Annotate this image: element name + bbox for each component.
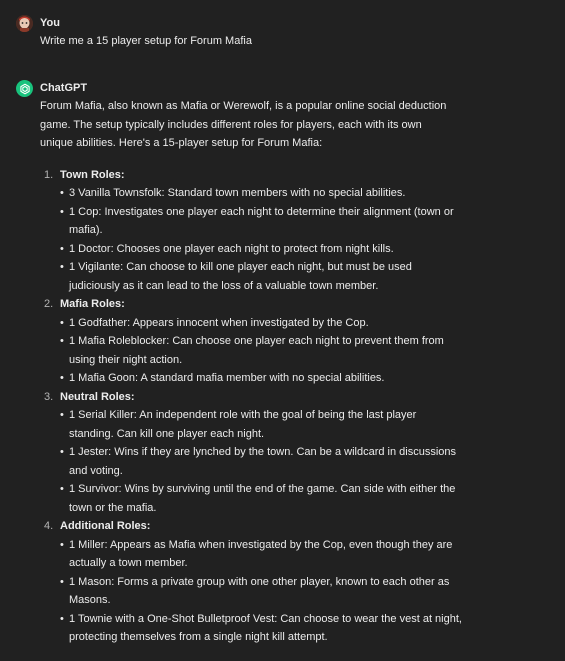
- bullet-icon: •: [60, 242, 64, 255]
- bullet-icon: •: [60, 612, 64, 625]
- user-avatar-icon: [16, 15, 33, 32]
- role-list-item: [59, 536, 464, 573]
- bullet-icon: •: [60, 538, 64, 551]
- role-description: 3 Vanilla Townsfolk: Standard town members with no special abilities.: [69, 187, 406, 199]
- role-list-item: [59, 480, 464, 517]
- role-list-item: [59, 258, 464, 295]
- section-number: 1.: [44, 168, 54, 181]
- role-list-item: [59, 203, 464, 240]
- section-title: Additional Roles:: [60, 520, 151, 532]
- section-number: 2.: [44, 298, 54, 310]
- role-description: 1 Vigilante: Can choose to kill one player each night, but must be used judiciously as it can lead to the loss of a valuable town member.: [69, 261, 412, 292]
- role-description: 1 Jester: Wins if they are lynched by the town. Can be a wildcard in discussions and voting.: [69, 446, 457, 477]
- assistant-message: [16, 79, 557, 647]
- bullet-icon: •: [60, 335, 64, 347]
- role-description: 1 Mason: Forms a private group with one other player, known to each other as Masons.: [69, 575, 450, 606]
- assistant-intro-text: Forum Mafia, also known as Mafia or Werewolf, is a popular online social deduction game. The setup typically includes different roles for players, each with its own unique abilities. Here's a 15-player setup for Forum Mafia:: [40, 100, 447, 149]
- user-author-name: You: [40, 17, 60, 29]
- role-description: 1 Mafia Goon: A standard mafia member with no special abilities.: [69, 372, 385, 384]
- role-list-item: [59, 314, 464, 333]
- role-list-item: [59, 369, 464, 388]
- role-section: [44, 295, 557, 388]
- role-description: 1 Survivor: Wins by surviving until the end of the game. Can side with either the town or the mafia.: [69, 483, 456, 514]
- role-description: 1 Miller: Appears as Mafia when investigated by the Cop, even though they are actually a town member.: [69, 538, 453, 569]
- role-description: 1 Doctor: Chooses one player each night to protect from night kills.: [69, 242, 394, 255]
- bullet-icon: •: [60, 409, 64, 421]
- user-message-text: Write me a 15 player setup for Forum Mafia: [40, 35, 252, 47]
- section-title: Mafia Roles:: [60, 298, 125, 310]
- role-list: [44, 536, 557, 647]
- role-list-item: [59, 573, 464, 610]
- role-description: 1 Townie with a One-Shot Bulletproof Vest: Can choose to wear the vest at night, protecting themselves from a single night kill attempt.: [69, 612, 462, 643]
- role-list-item: [59, 184, 464, 203]
- bullet-icon: •: [60, 205, 64, 218]
- openai-logo-icon: [16, 80, 33, 97]
- role-list-item: [59, 240, 464, 259]
- role-description: 1 Serial Killer: An independent role with the goal of being the last player standing. Can kill one player each night.: [69, 409, 417, 440]
- bullet-icon: •: [60, 187, 64, 199]
- role-list: [44, 406, 557, 517]
- user-message: [16, 14, 557, 50]
- bullet-icon: •: [60, 261, 64, 273]
- section-number: 4.: [44, 520, 54, 532]
- role-sections-list: [40, 166, 557, 647]
- role-section: [44, 517, 557, 647]
- section-title: Town Roles:: [60, 168, 125, 181]
- role-description: 1 Godfather: Appears innocent when investigated by the Cop.: [69, 316, 369, 329]
- bullet-icon: •: [60, 483, 64, 495]
- role-description: 1 Cop: Investigates one player each night to determine their alignment (town or mafia).: [69, 205, 454, 236]
- role-list: [44, 314, 557, 388]
- bullet-icon: •: [60, 316, 64, 329]
- section-title: Neutral Roles:: [60, 390, 135, 403]
- role-list-item: [59, 610, 464, 647]
- role-list: [44, 184, 557, 295]
- bullet-icon: •: [60, 446, 64, 458]
- role-list-item: [59, 332, 464, 369]
- bullet-icon: •: [60, 575, 64, 588]
- section-number: 3.: [44, 390, 54, 403]
- assistant-author-name: ChatGPT: [40, 82, 88, 94]
- role-description: 1 Mafia Roleblocker: Can choose one player each night to prevent them from using their night action.: [69, 335, 444, 366]
- role-section: [44, 388, 557, 518]
- role-list-item: [59, 443, 464, 480]
- role-list-item: [59, 406, 464, 443]
- bullet-icon: •: [60, 372, 64, 384]
- role-section: [44, 166, 557, 296]
